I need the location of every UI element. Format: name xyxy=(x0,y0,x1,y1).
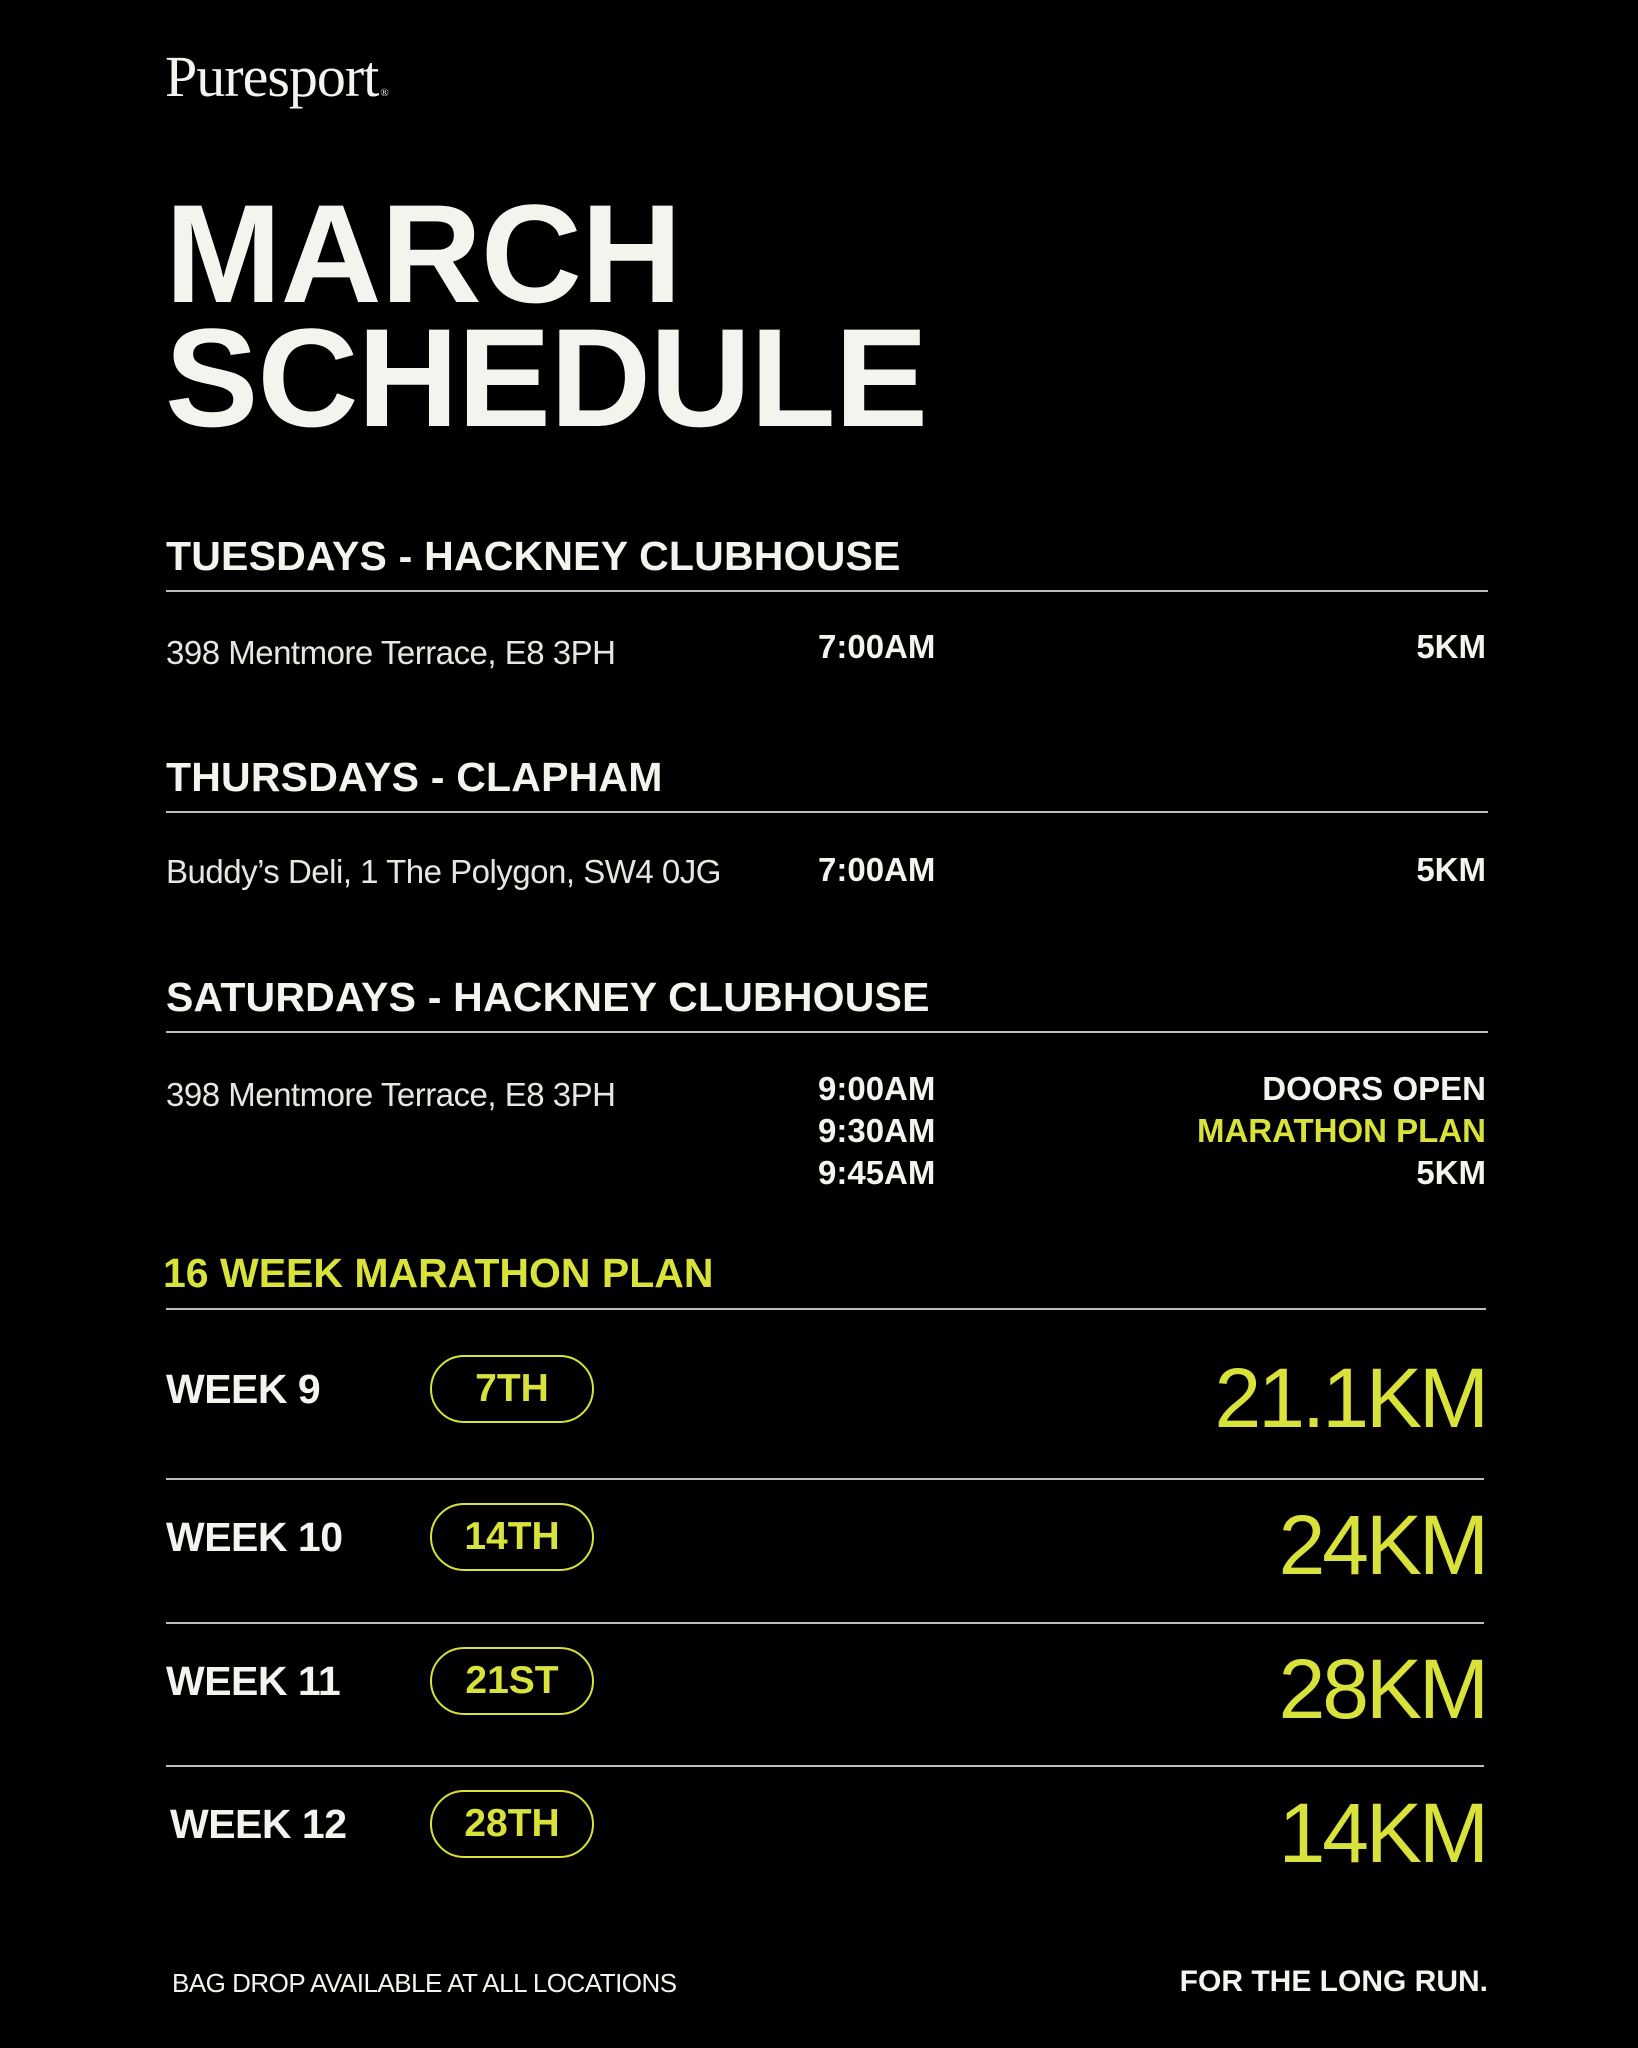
week-distance: 24KM xyxy=(1278,1498,1486,1592)
week-distance: 21.1KM xyxy=(1214,1351,1486,1445)
session-note: 5KM xyxy=(1416,1154,1486,1191)
registered-mark: ® xyxy=(380,87,388,99)
session-time: 9:00AM xyxy=(818,1070,936,1107)
divider xyxy=(166,1478,1484,1480)
week-distance: 14KM xyxy=(1278,1786,1486,1880)
week-date-pill: 28TH xyxy=(430,1790,594,1858)
divider xyxy=(166,1622,1484,1624)
session-time: 9:45AM xyxy=(818,1154,936,1191)
brand-name: Puresport xyxy=(165,44,379,109)
session-note: 5KM xyxy=(1416,851,1486,888)
page-title xyxy=(165,175,928,456)
session-address-thursday: Buddy’s Deli, 1 The Polygon, SW4 0JG xyxy=(166,853,721,890)
footer-tagline: FOR THE LONG RUN. xyxy=(1179,1965,1488,1998)
session-address-saturday: 398 Mentmore Terrace, E8 3PH xyxy=(166,1076,616,1113)
footer-note: BAG DROP AVAILABLE AT ALL LOCATIONS xyxy=(172,1968,677,1998)
brand-logo xyxy=(165,44,388,109)
week-label: WEEK 11 xyxy=(166,1658,341,1704)
session-notes-saturday xyxy=(1197,1068,1486,1194)
week-label: WEEK 10 xyxy=(166,1514,343,1560)
divider xyxy=(166,811,1488,813)
divider xyxy=(166,1765,1484,1767)
session-heading-tuesday: TUESDAYS - HACKNEY CLUBHOUSE xyxy=(166,533,901,579)
week-date-pill: 21ST xyxy=(430,1647,594,1715)
session-address-tuesday: 398 Mentmore Terrace, E8 3PH xyxy=(166,634,616,671)
session-times-saturday xyxy=(818,1068,935,1194)
title-line-2: SCHEDULE xyxy=(165,299,928,456)
session-notes-thursday xyxy=(1416,849,1486,891)
divider xyxy=(166,1308,1486,1310)
session-times-thursday xyxy=(818,849,935,891)
divider xyxy=(166,590,1488,592)
session-notes-tuesday xyxy=(1416,626,1486,668)
session-heading-saturday: SATURDAYS - HACKNEY CLUBHOUSE xyxy=(166,974,930,1020)
session-time: 9:30AM xyxy=(818,1112,936,1149)
session-note: DOORS OPEN xyxy=(1262,1070,1486,1107)
week-label: WEEK 12 xyxy=(170,1801,347,1847)
week-date-pill: 14TH xyxy=(430,1503,594,1571)
session-note: 5KM xyxy=(1416,628,1486,665)
week-label: WEEK 9 xyxy=(166,1366,321,1412)
plan-heading: 16 WEEK MARATHON PLAN xyxy=(163,1250,714,1296)
session-times-tuesday xyxy=(818,626,935,668)
divider xyxy=(166,1031,1488,1033)
session-note-accent: MARATHON PLAN xyxy=(1196,1112,1486,1149)
week-distance: 28KM xyxy=(1278,1642,1486,1736)
title-line-1: MARCH xyxy=(165,175,682,332)
session-time: 7:00AM xyxy=(818,851,936,888)
session-time: 7:00AM xyxy=(818,628,936,665)
week-date-pill: 7TH xyxy=(430,1355,594,1423)
session-heading-thursday: THURSDAYS - CLAPHAM xyxy=(166,754,663,800)
